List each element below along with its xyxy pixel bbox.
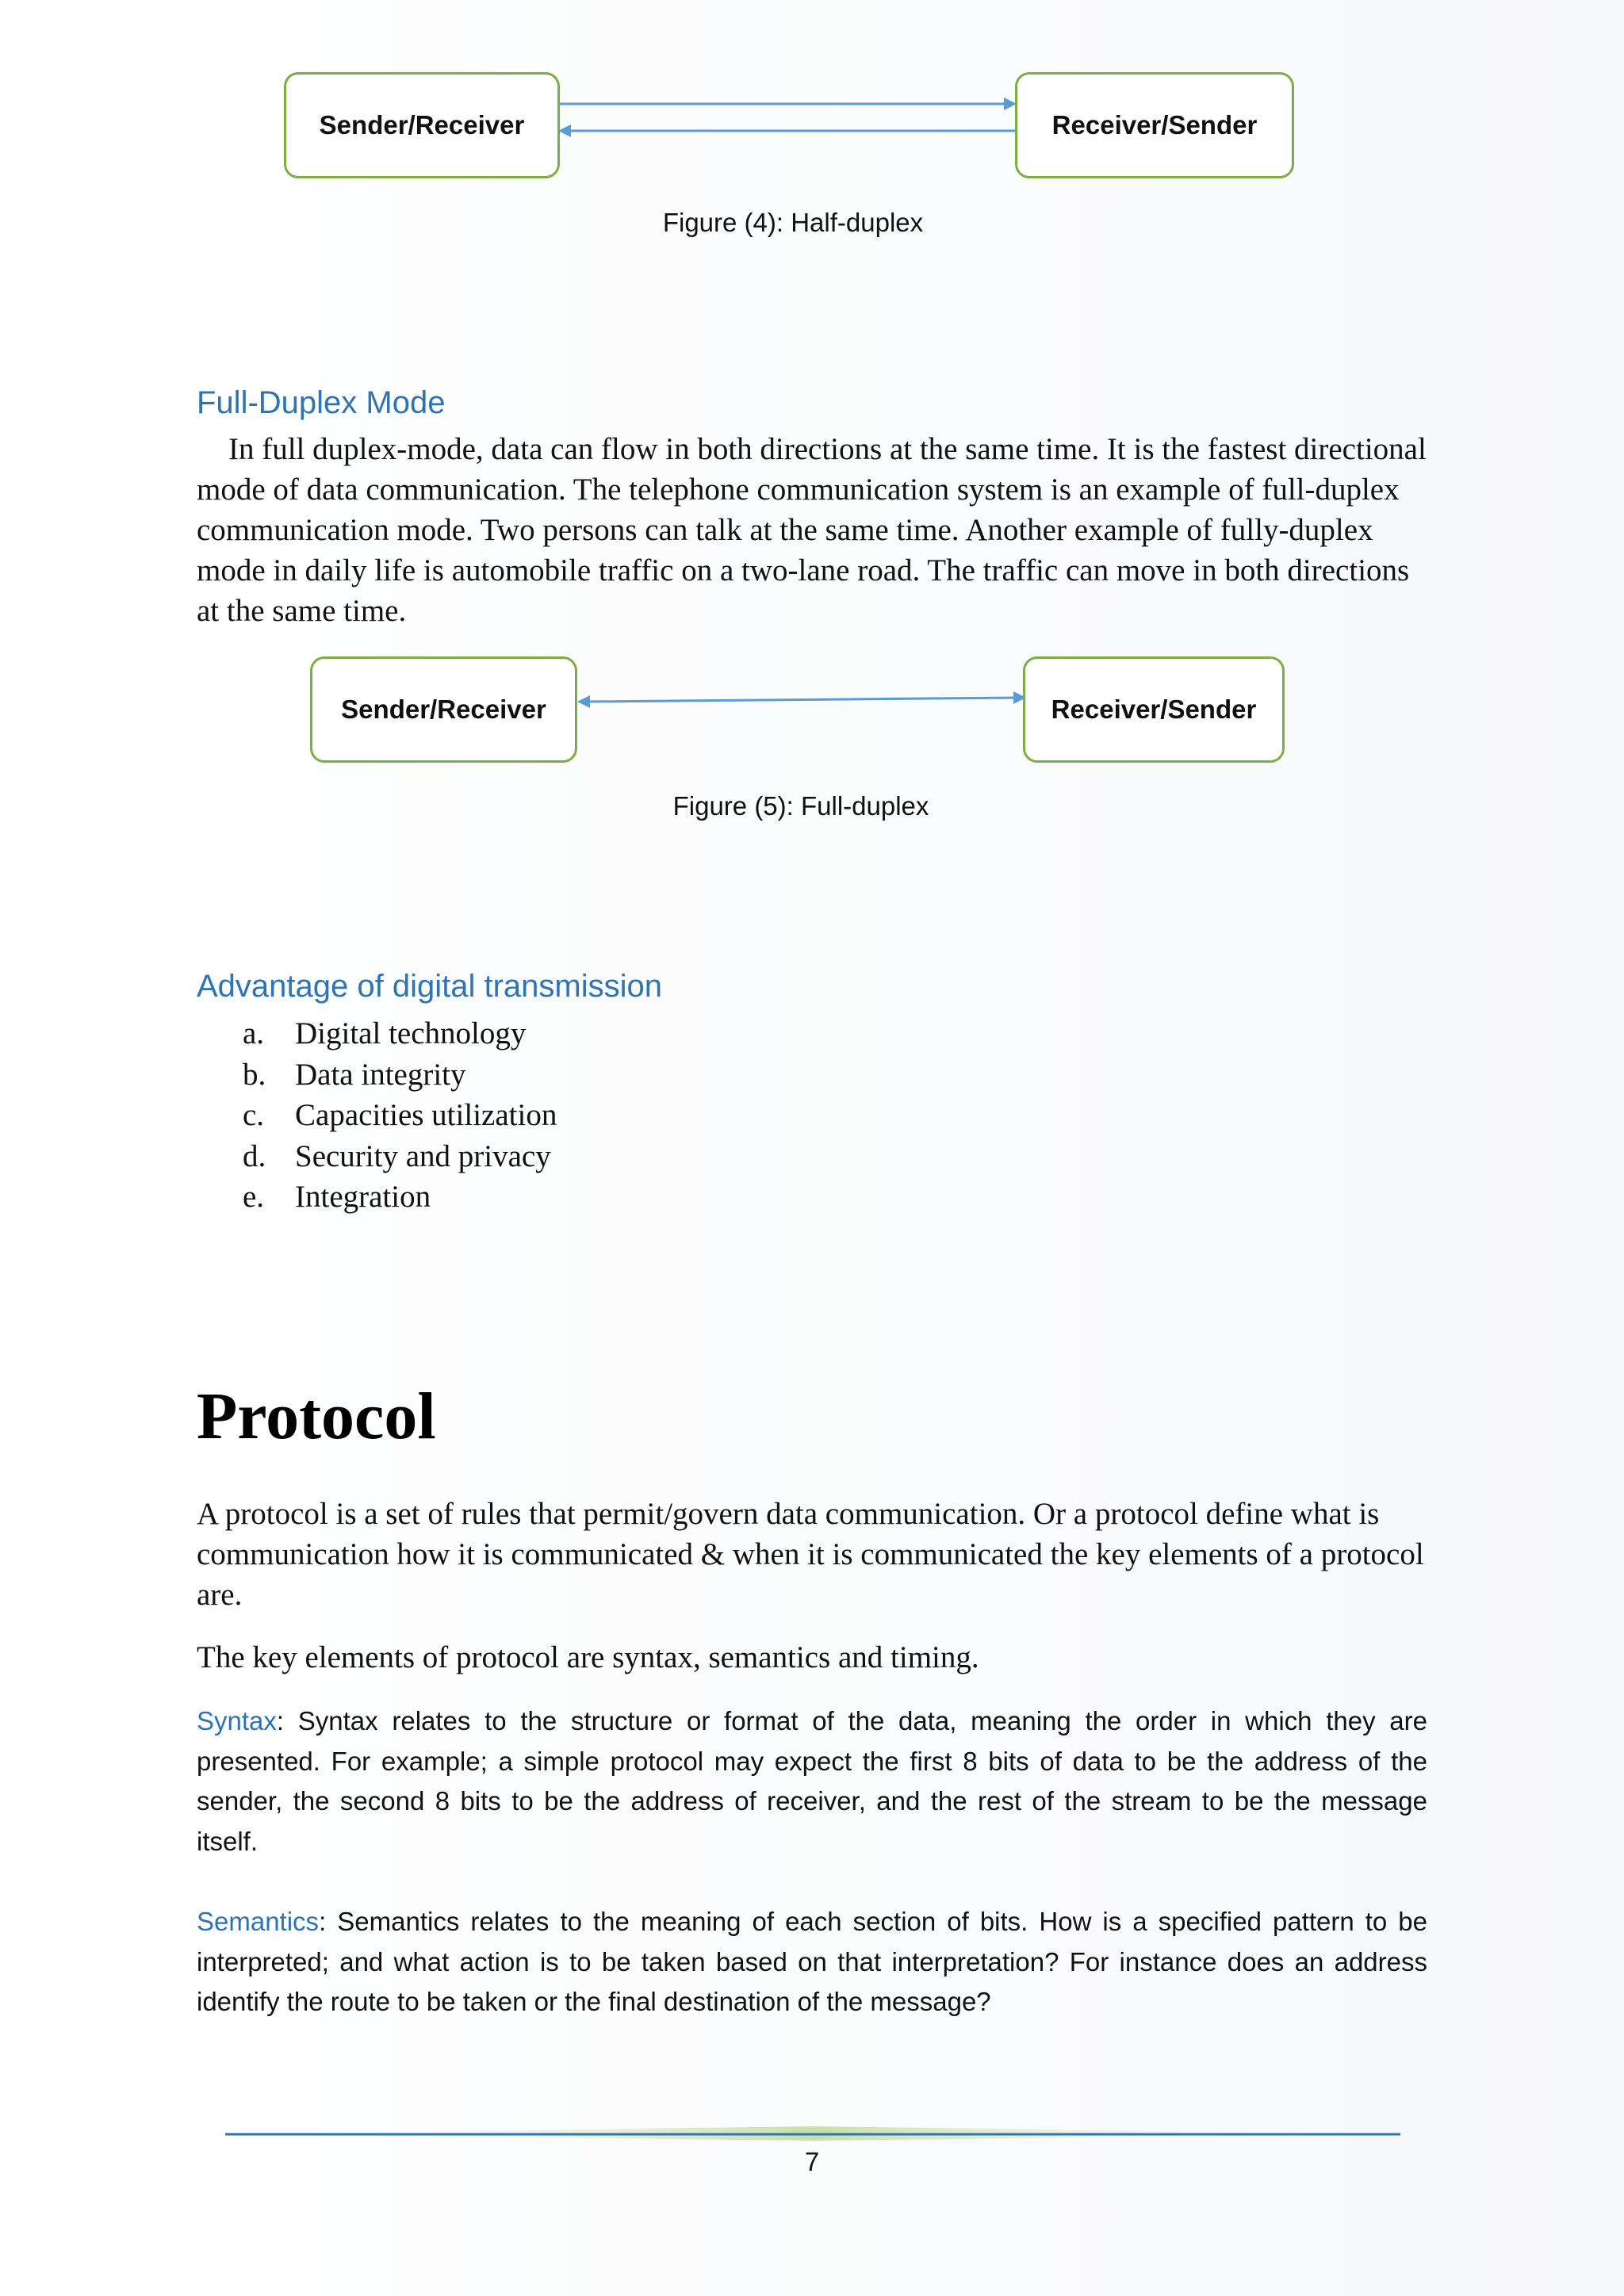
list-item-marker: c. — [243, 1098, 265, 1132]
list-item-text: Capacities utilization — [295, 1098, 557, 1132]
figure5-receiver-sender-box — [1023, 656, 1285, 763]
list-item-marker: e. — [243, 1180, 265, 1214]
protocol-paragraph-2 — [197, 1637, 1434, 1678]
semantics-term: Semantics — [197, 1907, 320, 1936]
list-item-text: Data integrity — [295, 1057, 466, 1092]
figure4-receiver-sender-box — [1015, 72, 1294, 178]
syntax-definition — [197, 1701, 1427, 1862]
protocol-paragraph-1 — [197, 1494, 1434, 1615]
list-item — [243, 1095, 557, 1136]
protocol-title: Protocol — [197, 1380, 436, 1453]
figure4-right-box-label: Receiver/Sender — [1051, 110, 1258, 140]
list-item — [243, 1013, 557, 1054]
figure5-full-duplex-arrow — [574, 682, 1029, 721]
semantics-definition — [197, 1902, 1427, 2022]
figure4-left-box-label: Sender/Receiver — [319, 110, 525, 140]
advantages-list — [243, 1013, 557, 1218]
list-item — [243, 1054, 557, 1096]
list-item — [243, 1177, 557, 1218]
full-duplex-paragraph — [197, 429, 1434, 631]
figure4-forward-arrowhead — [1004, 98, 1017, 110]
figure5-left-box-label: Sender/Receiver — [341, 695, 546, 724]
full-duplex-heading: Full-Duplex Mode — [197, 385, 446, 420]
protocol-paragraph-1-text: A protocol is a set of rules that permit/govern data communication. Or a protocol define what is communication how it is communicated & when it is communicated the key elements of a protocol are. — [197, 1497, 1424, 1612]
list-item-text: Digital technology — [295, 1016, 527, 1050]
figure5-bidirectional-arrow-line — [588, 698, 1015, 702]
figure5-right-arrowhead — [1013, 691, 1026, 704]
semantics-text: : Semantics relates to the meaning of each section of bits. How is a specified pattern to be interpreted; and what action is to be taken based on that interpretation? For instance does an address identify the route to be taken or the final destination of the message? — [197, 1907, 1427, 2016]
figure5-sender-receiver-box — [310, 656, 577, 763]
footer-divider — [222, 2125, 1404, 2144]
figure5-right-box-label: Receiver/Sender — [1051, 695, 1257, 724]
full-duplex-paragraph-text: In full duplex-mode, data can flow in both directions at the same time. It is the fastest directional mode of data communication. The telephone communication system is an example of full-duplex communication mode. Two persons can talk at the same time. Another example of fully-duplex mode in daily life is automobile traffic on a two-lane road. The traffic can move in both directions at the same time. — [197, 432, 1427, 628]
page-number: 7 — [804, 2147, 820, 2176]
list-item-marker: b. — [243, 1057, 266, 1092]
list-item-marker: d. — [243, 1138, 266, 1173]
list-item — [243, 1136, 557, 1177]
list-item-text: Integration — [295, 1180, 431, 1214]
syntax-text: : Syntax relates to the structure or format of the data, meaning the order in which they are presented. For example; a simple protocol may expect the first 8 bits of data to be the address of the sender, the second 8 bits to be the address of receiver, and the rest of the stream to be the message itself. — [197, 1706, 1427, 1856]
figure4-half-duplex-arrows — [555, 87, 1023, 143]
syntax-term: Syntax — [197, 1706, 277, 1735]
figure4-caption: Figure (4): Half-duplex — [662, 208, 924, 237]
list-item-text: Security and privacy — [295, 1138, 551, 1173]
advantages-heading: Advantage of digital transmission — [197, 969, 662, 1004]
figure4-return-arrowhead — [558, 124, 571, 137]
figure5-left-arrowhead — [577, 695, 590, 708]
figure5-caption: Figure (5): Full-duplex — [672, 791, 929, 821]
figure4-sender-receiver-box — [284, 72, 560, 178]
list-item-marker: a. — [243, 1016, 265, 1050]
protocol-paragraph-2-text: The key elements of protocol are syntax, semantics and timing. — [197, 1640, 979, 1674]
